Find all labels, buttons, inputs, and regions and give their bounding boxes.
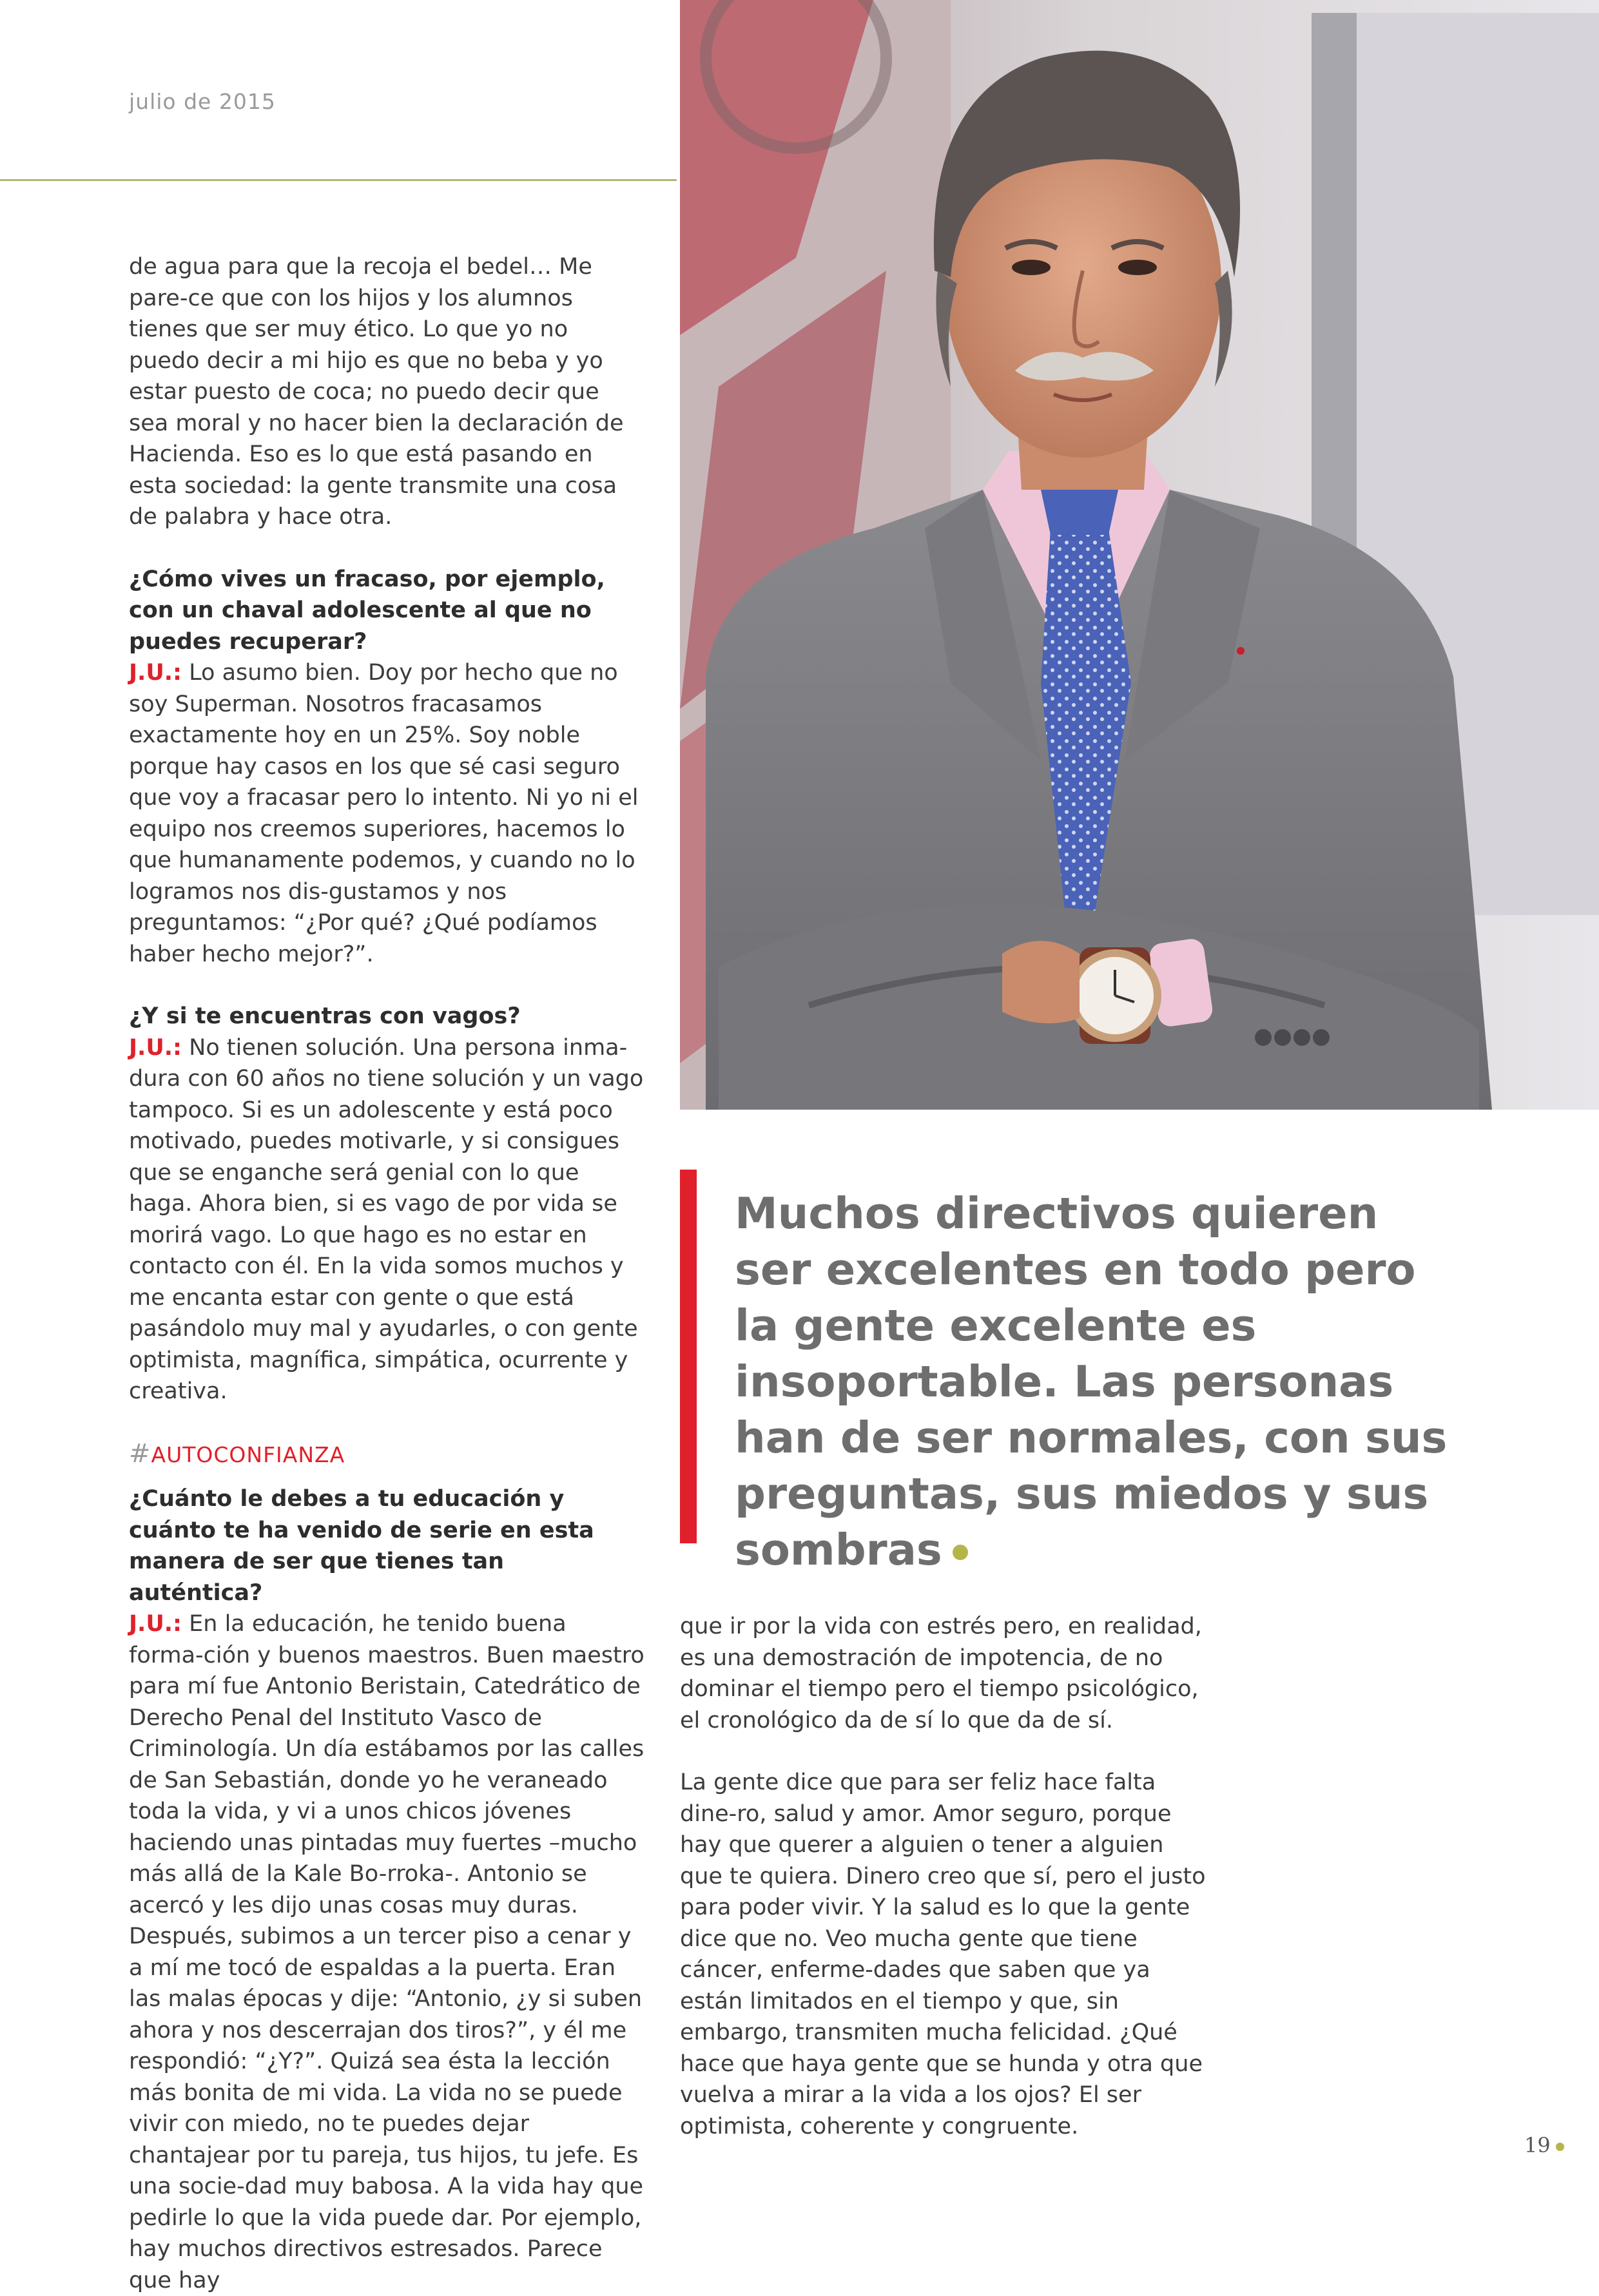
interview-question: ¿Y si te encuentras con vagos?: [129, 1003, 521, 1029]
page-number: [1524, 2133, 1564, 2157]
answer-text: En la educación, he tenido buena forma-ción y buenos maestros. Buen maestro para mí fue Antonio Beristain, Catedrático de Derecho Penal del Instituto Vasco de Criminología. Un día estábamos por las calles de San Sebastián, donde yo he veraneado toda la vida, y vi a unos chicos jóvenes haciendo unas pintadas muy fuertes –mucho más allá de la Kale Bo-rroka-. Antonio se acercó y les dijo unas cosas muy duras. Después, subimos a un tercer piso a cenar y a mí me tocó de espaldas a la puerta. Eran las malas épocas y dije: “Antonio, ¿y si suben ahora y nos descerrajan dos tiros?”, y él me respondió: “¿Y?”. Quizá sea ésta la lección más bonita de mi vida. La vida no se puede vivir con miedo, no te puedes dejar chantajear por tu pareja, tus hijos, tu jefe. Es una socie-dad muy babosa. A la vida hay que pedirle lo que la vida puede dar. Por ejemplo, hay muchos directivos estresados. Parece que hay: [129, 1611, 644, 2293]
speaker-label: J.U.:: [129, 660, 182, 686]
portrait-photo: [680, 0, 1599, 1110]
left-article-column: [129, 251, 644, 2296]
bullet-dot-icon: [953, 1545, 968, 1560]
speaker-label: J.U.:: [129, 1611, 182, 1637]
interview-question: ¿Cuánto le debes a tu educación y cuánto te ha venido de serie en esta manera de ser que tienes tan auténtica?: [129, 1486, 594, 1606]
pullquote-bar: [680, 1170, 697, 1543]
header-divider: [0, 179, 677, 181]
pullquote-text: Muchos directivos quieren ser excelentes en todo pero la gente excelente es insoportable. Las personas han de ser normales, con sus preguntas, sus miedos y sus sombras: [735, 1188, 1448, 1575]
speaker-label: J.U.:: [129, 1034, 182, 1061]
hashtag-text: AUTOCONFIANZA: [151, 1442, 345, 1467]
bullet-dot-icon: [1556, 2143, 1564, 2151]
paragraph: que ir por la vida con estrés pero, en realidad, es una demostración de impotencia, de no dominar el tiempo pero el tiempo psicológico, el cronológico da de sí lo que da de sí.: [680, 1614, 1202, 1733]
interview-question: ¿Cómo vives un fracaso, por ejemplo, con un chaval adolescente al que no puedes recuperar?: [129, 566, 605, 655]
section-hashtag: [129, 1438, 644, 1471]
right-article-column: [680, 1611, 1208, 2142]
paragraph: de agua para que la recoja el bedel… Me pare-ce que con los hijos y los alumnos tienes que ser muy ético. Lo que yo no puedo decir a mi hijo es que no beba y yo estar puesto de coca; no puedo decir que sea moral y no hacer bien la declaración de Hacienda. Eso es lo que está pasando en esta sociedad: la gente transmite una cosa de palabra y hace otra.: [129, 254, 624, 530]
answer-text: No tienen solución. Una persona inma-dura con 60 años no tiene solución y un vago tampoco. Si es un adolescente y está poco motivado, puedes motivarle, y si consigues que se enganche será genial con lo que haga. Ahora bien, si es vago de por vida se morirá vago. Lo que hago es no estar en contacto con él. En la vida somos muchos y me encanta estar con gente o que está pasándolo muy mal y ayudarles, o con gente optimista, magnífica, simpática, ocurrente y creativa.: [129, 1034, 644, 1404]
pullquote: [735, 1186, 1457, 1578]
portrait-illustration: [680, 0, 1599, 1110]
issue-date: julio de 2015: [129, 89, 276, 114]
interview-answer: [129, 1032, 644, 1407]
answer-text: Lo asumo bien. Doy por hecho que no soy Superman. Nosotros fracasamos exactamente hoy en un 25%. Soy noble porque hay casos en los que sé casi seguro que voy a fracasar pero lo intento. Ni yo ni el equipo nos creemos superiores, hacemos lo que humanamente podemos, y cuando no lo logramos nos dis-gustamos y nos preguntamos: “¿Por qué? ¿Qué podíamos haber hecho mejor?”.: [129, 660, 639, 967]
hashtag-symbol: #: [129, 1438, 151, 1469]
paragraph: La gente dice que para ser feliz hace falta dine-ro, salud y amor. Amor seguro, porque hay que querer a alguien o tener a alguien que te quiera. Dinero creo que sí, pero el justo para poder vivir. Y la salud es lo que la gente dice que no. Veo mucha gente que tiene cáncer, enferme-dades que saben que ya están limitados en el tiempo y que, sin embargo, transmiten mucha felicidad. ¿Qué hace que haya gente que se hunda y otra que vuelva a mirar a la vida a los ojos? El ser optimista, coherente y congruente.: [680, 1770, 1206, 2139]
page-number-text: 19: [1524, 2133, 1551, 2157]
interview-answer: [129, 657, 644, 970]
interview-answer: [129, 1608, 644, 2296]
